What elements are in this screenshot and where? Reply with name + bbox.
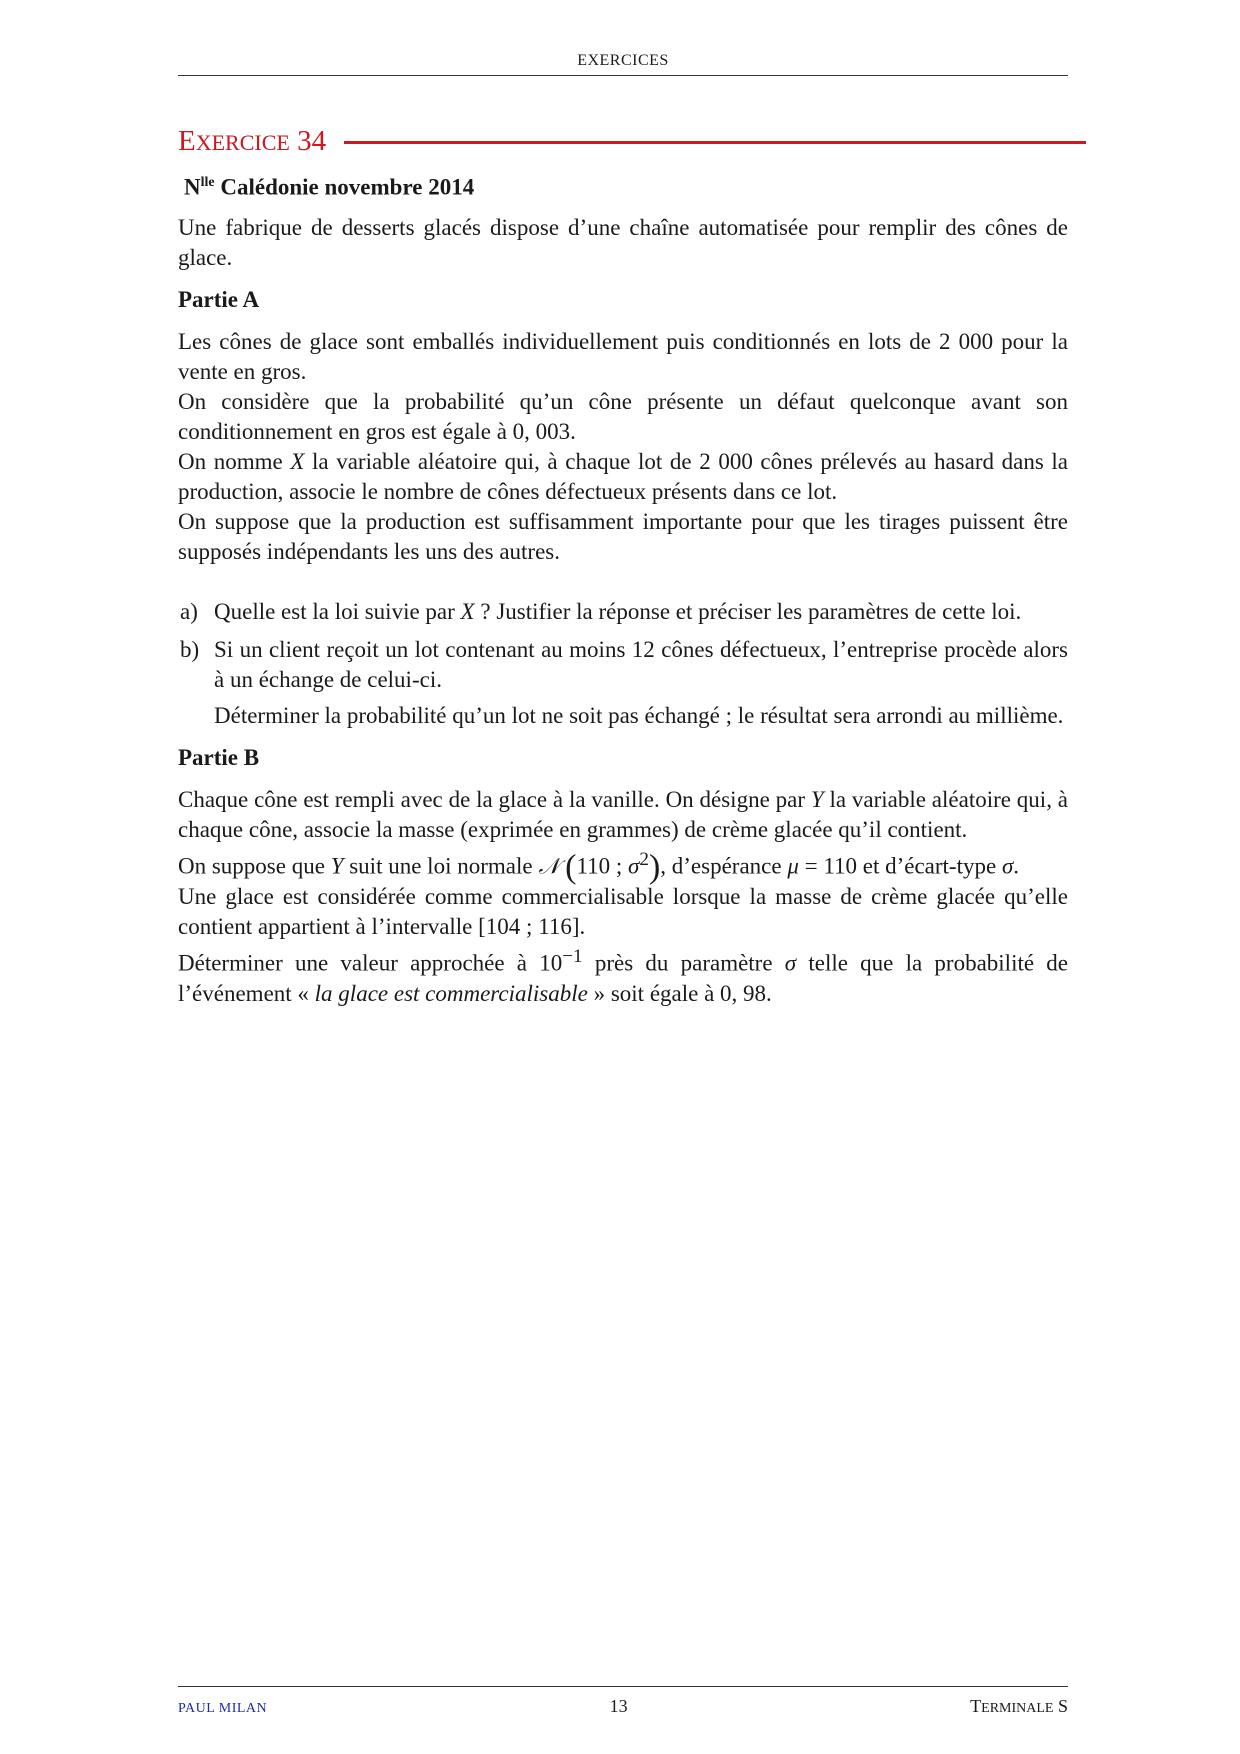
footer-rule (178, 1686, 1068, 1687)
normal-law-symbol: 𝒩 (538, 854, 560, 880)
source-text: Calédonie novembre 2014 (214, 174, 475, 200)
math-variable: Y (810, 786, 824, 812)
question-body (214, 597, 1068, 627)
text: » soit égale à 0, 98. (587, 980, 772, 1006)
math-variable: X (460, 598, 475, 624)
part-b-paragraph-1 (178, 785, 1068, 845)
exercise-title-rest: XERCICE (195, 130, 290, 155)
exercise-title-row (178, 122, 1068, 162)
text: 110 ; (576, 853, 629, 879)
part-a-questions (178, 597, 1068, 731)
text: , d’espérance (660, 853, 788, 879)
question-text: Si un client reçoit un lot contenant au moins 12 cônes défectueux, l’entreprise procède alors à un échange de celui-ci. (214, 636, 1068, 692)
page-header: EXERCICES (577, 52, 669, 69)
event-text: la glace est commercialisable (314, 980, 588, 1006)
text: Quelle est la loi suivie par (214, 598, 461, 624)
math-variable: σ (784, 950, 797, 976)
math-variable: σ (1001, 853, 1014, 879)
math-variable: X (290, 448, 305, 474)
question-a (178, 597, 1068, 627)
text: = 110 et d’écart-type (798, 853, 1002, 879)
text: ? Justifier la réponse et préciser les paramètres de cette loi. (474, 598, 1022, 624)
part-b-paragraph-2 (178, 845, 1068, 886)
text: Chaque cône est rempli avec de la glace à la vanille. On désigne par (178, 786, 811, 812)
exercise-title (178, 126, 326, 158)
text: On nomme (178, 448, 291, 474)
question-body (214, 635, 1068, 731)
exercise-number: 34 (297, 125, 327, 157)
math-variable: σ (628, 853, 640, 879)
exponent: −1 (562, 946, 583, 968)
exercise-source (184, 168, 1068, 203)
part-a-title: Partie A (178, 286, 260, 312)
text: la variable aléatoire qui, à chaque cône, associe la masse (exprimée en grammes) de crème glacée qu’il contient. (178, 786, 1068, 842)
text: . (1013, 853, 1020, 879)
part-b-statement (178, 785, 1068, 1009)
exercise-intro: Une fabrique de desserts glacés dispose d’une chaîne automatisée pour remplir des cônes de glace. (178, 214, 1068, 270)
text: suit une loi normale (343, 853, 539, 879)
source-prefix: N (184, 174, 201, 200)
part-a-paragraph-3 (178, 447, 1068, 507)
part-b-title: Partie B (178, 744, 260, 770)
footer-author: PAUL MILAN (178, 1701, 268, 1716)
right-paren: ) (648, 848, 661, 886)
left-paren: ( (565, 848, 577, 886)
text: S (1053, 1696, 1068, 1716)
question-marker: a) (180, 598, 198, 624)
text: la variable aléatoire qui, à chaque lot de 2 000 cônes prélevés au hasard dans la production, associe le nombre de cônes défectueux présents dans ce lot. (178, 448, 1068, 504)
part-a-paragraph-4: On suppose que la production est suffisamment importante pour que les tirages puissent être supposés indépendants les uns des autres. (178, 508, 1068, 564)
text: Déterminer une valeur approchée à 10 (178, 950, 563, 976)
document-body (178, 122, 1068, 1009)
part-a-paragraph-2: On considère que la probabilité qu’un cône présente un défaut quelconque avant son conditionnement en gros est égale à 0, 003. (178, 388, 1068, 444)
math-variable: Y (330, 853, 344, 879)
page-number: 13 (609, 1696, 628, 1716)
exponent: 2 (639, 848, 649, 870)
question-marker: b) (180, 636, 200, 662)
question-text: Déterminer la probabilité qu’un lot ne soit pas échangé ; le résultat sera arrondi au millième. (214, 702, 1064, 728)
text: près du paramètre (582, 950, 785, 976)
source-superscript: lle (200, 175, 215, 190)
part-a-statement (178, 327, 1068, 567)
exercise-title-rule (344, 141, 1086, 144)
header-rule (178, 75, 1068, 76)
part-b-paragraph-4 (178, 942, 1068, 1009)
page-footer (178, 1696, 1068, 1717)
question-text (214, 597, 1068, 627)
footer-class (970, 1696, 1068, 1717)
text: T (970, 1696, 982, 1716)
text: ERMINALE (981, 1701, 1054, 1716)
text: telle que la probabilité de l’événement « (178, 950, 1068, 1006)
part-a-paragraph-1: Les cônes de glace sont emballés individuellement puis conditionnés en lots de 2 000 pour la vente en gros. (178, 328, 1068, 384)
exercise-title-initial: E (178, 125, 196, 157)
text: On suppose que (178, 853, 331, 879)
part-b-paragraph-3: Une glace est considérée comme commercialisable lorsque la masse de crème glacée qu’elle contient appartient à l’intervalle [104 ; 116]. (178, 884, 1068, 940)
math-variable: μ (787, 853, 799, 879)
question-b (178, 635, 1068, 731)
